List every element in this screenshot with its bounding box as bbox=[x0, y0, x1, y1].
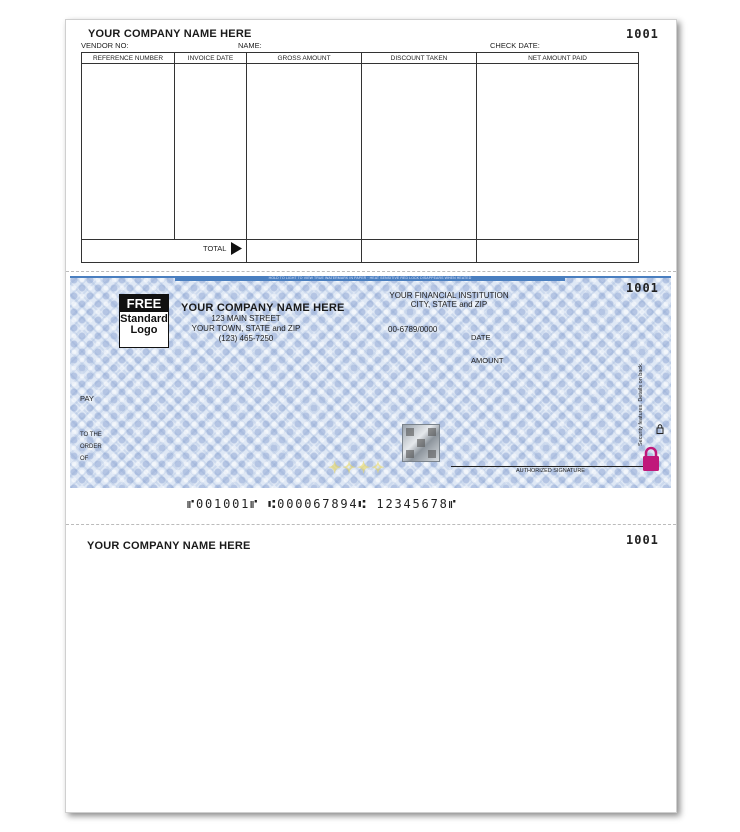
col-reference-number: REFERENCE NUMBER bbox=[82, 53, 175, 64]
hologram-cell bbox=[406, 450, 414, 458]
security-band-text: HOLD TO LIGHT TO VIEW TRUE WATERMARK IN PAPER · HEAT SENSITIVE RED LOCK DISAPPEARS WHEN HEATED bbox=[268, 276, 472, 280]
name-label: NAME: bbox=[238, 41, 262, 50]
hologram-cell bbox=[417, 439, 425, 447]
signature-line bbox=[451, 466, 644, 467]
remittance-table bbox=[81, 52, 639, 263]
check-date-label: CHECK DATE: bbox=[490, 41, 540, 50]
col-net-amount-paid: NET AMOUNT PAID bbox=[477, 53, 638, 64]
stub-bottom-check-number: 1001 bbox=[626, 533, 659, 547]
col-discount-taken: DISCOUNT TAKEN bbox=[362, 53, 477, 64]
logo-free-text: FREE bbox=[120, 295, 168, 312]
bank-name: YOUR FINANCIAL INSTITUTION bbox=[389, 291, 509, 300]
stub-top-company: YOUR COMPANY NAME HERE bbox=[88, 28, 252, 40]
hologram-cell bbox=[406, 428, 414, 436]
bank-city: CITY, STATE and ZIP bbox=[410, 300, 488, 309]
hologram-cell bbox=[428, 428, 436, 436]
signature-label: AUTHORIZED SIGNATURE bbox=[516, 468, 585, 474]
stub-bottom-company: YOUR COMPANY NAME HERE bbox=[87, 540, 251, 552]
logo-line2: Logo bbox=[130, 324, 158, 336]
company-city: YOUR TOWN, STATE and ZIP bbox=[191, 324, 301, 333]
perforation-top bbox=[66, 271, 676, 272]
gold-seal-icon: ✦✧✦✧ bbox=[328, 458, 386, 477]
col-body-reference bbox=[82, 64, 175, 239]
logo-line1: Standard bbox=[120, 313, 168, 325]
hologram-icon bbox=[402, 424, 440, 462]
col-body-invoice bbox=[175, 64, 247, 262]
company-street: 123 MAIN STREET bbox=[211, 314, 281, 323]
micr-line: ⑈001001⑈ ⑆000067894⑆ 12345678⑈ bbox=[187, 497, 458, 511]
col-body-gross bbox=[247, 64, 362, 262]
logo-standard-text bbox=[120, 314, 168, 336]
security-band bbox=[175, 276, 565, 281]
check-number: 1001 bbox=[626, 281, 659, 295]
amount-label: AMOUNT bbox=[471, 356, 504, 365]
vendor-no-label: VENDOR NO: bbox=[81, 41, 129, 50]
order-line2: ORDER bbox=[80, 444, 102, 450]
pay-label: PAY bbox=[80, 394, 94, 403]
logo bbox=[119, 294, 169, 348]
check-sheet bbox=[65, 19, 677, 813]
small-lock-icon bbox=[656, 424, 664, 434]
order-line3: OF bbox=[80, 456, 89, 462]
routing-fraction: 00-6789/0000 bbox=[388, 325, 438, 334]
check-body bbox=[70, 276, 671, 488]
heat-sensitive-lock-icon bbox=[642, 446, 660, 472]
total-row-divider bbox=[82, 239, 638, 240]
col-invoice-date: INVOICE DATE bbox=[175, 53, 247, 64]
order-of-label bbox=[80, 429, 102, 465]
hologram-cell bbox=[428, 450, 436, 458]
col-body-discount bbox=[362, 64, 477, 262]
perforation-bottom bbox=[66, 524, 676, 525]
company-phone: (123) 465-7250 bbox=[218, 334, 274, 343]
check-company: YOUR COMPANY NAME HERE bbox=[181, 302, 345, 314]
order-line1: TO THE bbox=[80, 432, 102, 438]
security-features-text: Security features. Details on back. bbox=[638, 362, 644, 446]
total-arrow-icon bbox=[231, 242, 242, 255]
total-label: TOTAL bbox=[203, 244, 227, 253]
stub-top-check-number: 1001 bbox=[626, 27, 659, 41]
col-gross-amount: GROSS AMOUNT bbox=[247, 53, 362, 64]
date-label: DATE bbox=[471, 333, 491, 342]
